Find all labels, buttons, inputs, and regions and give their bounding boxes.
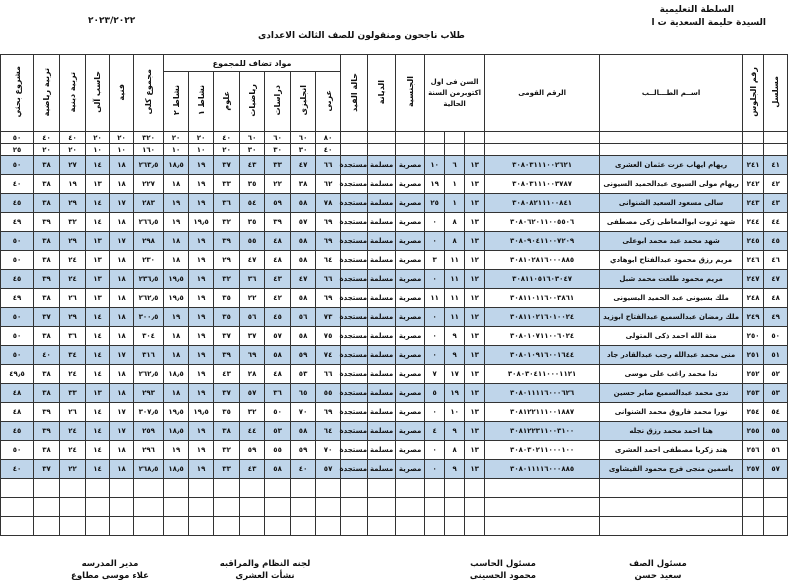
school-name: السيدة حليمة السعدية ت ا — [651, 18, 766, 28]
table-row: ٤١ ٢٤١ ريهام ايهاب عزت عثمان العشرى ٣٠٨٠٣١١١٠٠٢٦٢١ ١٣ ٦ ١٠ مصرية مسلمة مستجدة ٦٦ ٤٧ ٣٣ ٤٣ ٣٧ ١٩ ١٨٫٥ ٢٦٣٫٥ ١٨ ١٤ ٢٧ ٣٨ ٥٠ — [1, 156, 788, 175]
table-row: ٤٦ ٢٤٦ مريم رزق محمود عبدالفتاح ابوهادي ٣٠٨١٠٢٨١٦٠٠٠٨٨٥ ١٢ ١١ ٣ مصرية مسلمة مستجدة ٦٤ ٥٨ ٤٨ ٤٧ ٢٩ ١٩ ١٨ ٢٣٠ ١٨ ١٣ ٢٤ ٣٨ ٥٠ — [1, 251, 788, 270]
col-religion: الديانة — [368, 55, 396, 132]
table-row: ٤٢ ٢٤٢ ريهام مولى السيوى عبدالحميد السيونى ٣٠٨٠٣١١١٠٠٣٧٨٧ ١٣ ١ ١٩ مصرية مسلمة مستجدة ٦٢ ٣٨ ٢٢ ٣٥ ٣٣ ١٩ ١٨ ٢٢٧ ١٨ ١٣ ١٩ ٣٨ ٤٠ — [1, 175, 788, 194]
table-row: ٤٥ ٢٤٥ شهد محمد عبد محمد ابوعلى ٣٠٨٠٩٠٤١١٠٠٧٢٠٩ ١٣ ٨ ٠ مصرية مسلمة مستجدة ٦٩ ٥٨ ٤٨ ٥٥ ٣٩ ١٩ ١٨ ٢٩٨ ١٧ ١٣ ٢٩ ٣٨ ٥٠ — [1, 232, 788, 251]
table-row: ٤٧ ٢٤٧ مريم محمود طلعت محمد شبل ٣٠٨١١٠٥١٦٠٣٠٤٧ ١٢ ١١ ٠ مصرية مسلمة مستجدة ٦٦ ٤٧ ٤٣ ٣٦ ٣٢ ١٩ ١٩٫٥ ٢٣٦٫٥ ١٨ ١٣ ٢٤ ٣٩ ٤٥ — [1, 270, 788, 289]
col-total: مجموع كلى — [134, 55, 164, 132]
control-committee-signature: لجنه النظام والمراقبه نشأت العشرى — [219, 559, 311, 581]
col-english: انجليزى — [291, 72, 316, 132]
computer-supervisor-signature: مسئول الحاسب محمود الحسينى — [469, 559, 537, 581]
table-row: ٥٧ ٢٥٧ ياسمين منجى فرج محمود الفيشاوى ٣٠٨٠١١١١٦٠٠٠٨٨٥ ١٣ ٩ ٠ مصرية مسلمة مستجدة ٥٧ ٤٠ ٥٨ ٤٣ ٣٣ ١٩ ١٨٫٥ ٢٦٨٫٥ ١٨ ١٤ ٢٢ ٣٧ ٤٠ — [1, 460, 788, 479]
empty-row — [1, 517, 788, 536]
col-computer: حاسب آلى — [86, 55, 110, 132]
col-social: دراسات — [265, 72, 291, 132]
empty-row — [1, 479, 788, 498]
table-row: ٤٣ ٢٤٣ سالى مسعود السعيد الشنوانى ٣٠٨٠٨٢١١١٠٠٨٤١ ١٣ ١ ٢٥ مصرية مسلمة مستجدة ٧٨ ٥٨ ٥٩ ٥٤ ٣٦ ١٩ ١٩ ٢٨٣ ١٧ ١٤ ٢٩ ٣٨ ٤٥ — [1, 194, 788, 213]
table-row: ٤٩ ٢٤٩ ملك رمضان عبدالسميع عبدالفتاح ابوزيد ٣٠٨١١٠٢١٦٠١٠٠٢٤ ١٢ ١١ ٠ مصرية مسلمة مستجدة ٧٣ ٥٦ ٤٥ ٥٦ ٣٥ ١٩ ١٩ ٣٠٠٫٥ ١٨ ١٤ ٢٩ ٣٧ ٥٠ — [1, 308, 788, 327]
col-project: مشروع بحثي — [1, 55, 34, 132]
col-nationality: الجنسية — [396, 55, 425, 132]
empty-row — [1, 498, 788, 517]
table-row: ٥٢ ٢٥٢ ندا محمد راغب على موسى ٣٠٨٠٣٠٤١١٠٠٠١١٢١ ١٣ ١٧ ٧ مصرية مسلمة مستجدة ٦٦ ٥٣ ٤٨ ٢٨ ٤٣ ١٩ ١٨٫٥ ٢٦٢٫٥ ١٨ ١٤ ٢٤ ٣٨ ٤٩٫٥ — [1, 365, 788, 384]
results-table — [0, 54, 788, 536]
col-activity1: نشاط ١ — [189, 72, 214, 132]
col-age: السن فى اول اكتوبرمن السنة الحالية — [425, 55, 485, 132]
col-name: اســم الطـــالــب — [600, 55, 743, 132]
col-serial: مسلسل — [764, 55, 788, 132]
table-row: ٤٨ ٢٤٨ ملك بسيونى عبد الحميد البسيونى ٣٠٨١١٠١١٦٠٠٣٨٦١ ١٢ ١١ ١١ مصرية مسلمة مستجدة ٦٩ ٥٨ ٤٢ ٢٢ ٣٥ ١٩ ١٩٫٥ ٢٦٢٫٥ ١٨ ١٣ ٢٦ ٣٨ ٤٩ — [1, 289, 788, 308]
table-row: ٥٣ ٢٥٣ ندى محمد عبدالسميع صابر حسين ٣٠٨٠١١١١٦٠٠٠٦٢٦ ١٣ ١٩ ٥ مصرية مسلمة مستجدة ٥٥ ٦٥ ٣٦ ٥٧ ٣٧ ١٩ ١٨ ٢٩٣ ١٨ ١٣ ٣٣ ٣٨ ٤٨ — [1, 384, 788, 403]
table-row: ٥١ ٢٥١ منى محمد عبدالله رجب عبدالقادر جاد ٣٠٨٠١٠٩١٦٠٠١٦٤٤ ١٣ ٩ ٠ مصرية مسلمة مستجدة ٧٤ ٥٩ ٥٨ ٦٩ ٣٩ ١٩ ١٨ ٣١٦ ١٧ ١٤ ٣٤ ٤٠ ٥٠ — [1, 346, 788, 365]
col-science: علوم — [214, 72, 240, 132]
table-row: ٥٤ ٢٥٤ نورا محمد فاروق محمد الشنوانى ٣٠٨١٢٢١١١٠٠١٨٨٧ ١٣ ١٠ ٠ مصرية مسلمة مستجدة ٦٩ ٧٠ ٥٠ ٣٢ ٣٥ ١٩٫٥ ١٩٫٥ ٣٠٧٫٥ ١٧ ١٤ ٢٦ ٣٩ ٤٨ — [1, 403, 788, 422]
table-row: ٥٦ ٢٥٦ هند زكريا مصطفى احمد العشرى ٣٠٨٠٣٠٢١١٠٠٠١٠٠ ١٣ ٨ ٠ مصرية مسلمة مستجدة ٧٠ ٥٩ ٥٥ ٥٩ ٣٢ ١٩ ١٩ ٢٩٦ ١٨ ١٤ ٢٤ ٣٨ ٥٠ — [1, 441, 788, 460]
col-math: رياضيات — [240, 72, 265, 132]
col-religious: تربية دينية — [60, 55, 86, 132]
col-added-group: مواد تضاف للمجموع — [164, 55, 341, 72]
academic-year: ٢٠٢٣/٢٠٢٢ — [88, 16, 136, 26]
table-row: ٥٠ ٢٥٠ منة الله احمد ذكى المتولى ٣٠٨٠١٠٧١١٠٠٦٠٢٤ ١٣ ٩ ٠ مصرية مسلمة مستجدة ٧٥ ٥٨ ٥٧ ٣٧ ٣٧ ١٩ ١٨ ٣٠٤ ١٨ ١٤ ٣٦ ٣٨ ٥٠ — [1, 327, 788, 346]
table-row: ٥٥ ٢٥٥ هنا احمد محمد رزق نجله ٣٠٨١٢٢٣١١٠٠٣١٠٠ ١٣ ٩ ٤ مصرية مسلمة مستجدة ٦٤ ٥٨ ٥٣ ٤٤ ٣٨ ١٩ ١٨٫٥ ٢٥٩ ١٧ ١٤ ٢٤ ٣٩ ٤٥ — [1, 422, 788, 441]
page-title: طلاب ناجحون ومنقولون للصف الثالث الاعدادى — [258, 31, 465, 41]
min-scores-row: ٤٠ ٣٠ ٣٠ ٣٠ ٢٠ ١٠ ١٠ ١٦٠ ١٠ ١٠ ٢٠ ٢٠ ٢٥ — [1, 144, 788, 156]
col-sports: تربية رياضية — [34, 55, 60, 132]
table-row: ٤٤ ٢٤٤ شهد ثروت ابوالمعاطى زكى مصطفى ٣٠٨٠٦٢٠١١٠٠٥٥٠٦ ١٣ ٨ ٠ مصرية مسلمة مستجدة ٦٩ ٥٧ ٣٩ ٣٥ ٣٢ ١٩٫٥ ١٩ ٢٦٦٫٥ ١٨ ١٤ ٣٢ ٣٩ ٤٩ — [1, 213, 788, 232]
col-national-id: الرقم القومى — [485, 55, 600, 132]
col-seat: رقم الجلوس — [743, 55, 764, 132]
class-supervisor-signature: مسئول الصف سعيد حسن — [629, 559, 687, 581]
authority-label: السلطة التعليمية — [659, 5, 734, 15]
col-arabic: عربى — [316, 72, 341, 132]
student-rows — [1, 156, 788, 536]
principal-signature: مدير المدرسه علاء موسى مطاوع — [71, 559, 149, 581]
max-scores-row: ٨٠ ٦٠ ٦٠ ٦٠ ٤٠ ٢٠ ٢٠ ٣٢٠ ٢٠ ٢٠ ٤٠ ٤٠ ٥٠ — [1, 132, 788, 144]
col-art: فنية — [110, 55, 134, 132]
col-enrollment: حالة القيد — [341, 55, 368, 132]
col-activity2: نشاط ٢ — [164, 72, 189, 132]
